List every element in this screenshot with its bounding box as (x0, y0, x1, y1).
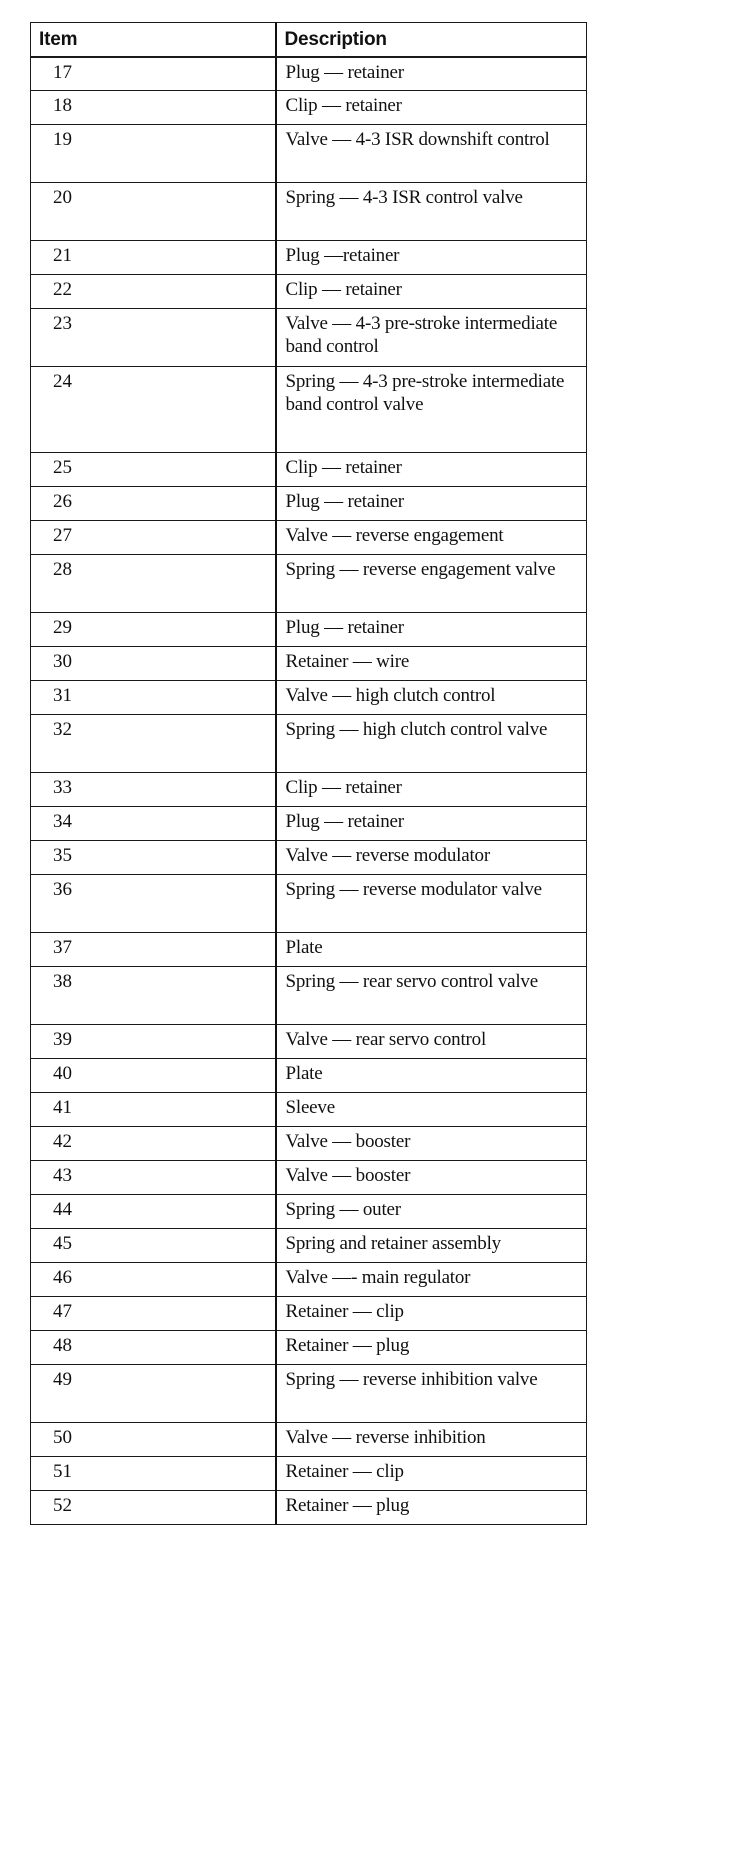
description-cell: Clip — retainer (276, 453, 587, 487)
table-row (31, 453, 587, 487)
description-cell: Spring — rear servo control valve (276, 967, 587, 1025)
table-row (31, 933, 587, 967)
table-row (31, 613, 587, 647)
item-number-cell: 44 (31, 1195, 276, 1229)
item-number-cell: 19 (31, 125, 276, 183)
description-cell: Retainer — plug (276, 1331, 587, 1365)
item-number-cell: 26 (31, 487, 276, 521)
table-row (31, 681, 587, 715)
item-number-cell: 36 (31, 875, 276, 933)
table-row (31, 1127, 587, 1161)
table-row (31, 1331, 587, 1365)
description-cell: Spring and retainer assembly (276, 1229, 587, 1263)
description-cell: Spring — 4-3 ISR control valve (276, 183, 587, 241)
description-cell: Spring — outer (276, 1195, 587, 1229)
table-row (31, 875, 587, 933)
description-cell: Spring — reverse inhibition valve (276, 1365, 587, 1423)
item-number-cell: 37 (31, 933, 276, 967)
table-row (31, 647, 587, 681)
column-header-item: Item (31, 23, 276, 57)
description-cell: Valve — rear servo control (276, 1025, 587, 1059)
table-row (31, 275, 587, 309)
table-row (31, 125, 587, 183)
item-number-cell: 45 (31, 1229, 276, 1263)
item-number-cell: 32 (31, 715, 276, 773)
item-number-cell: 20 (31, 183, 276, 241)
item-number-cell: 49 (31, 1365, 276, 1423)
description-cell: Plug — retainer (276, 807, 587, 841)
item-number-cell: 43 (31, 1161, 276, 1195)
item-number-cell: 30 (31, 647, 276, 681)
table-row (31, 1161, 587, 1195)
description-cell: Spring — 4-3 pre-stroke intermediate band control valve (276, 367, 587, 453)
table-row (31, 1093, 587, 1127)
table-row (31, 715, 587, 773)
parts-table (30, 22, 587, 1525)
description-cell: Spring — reverse modulator valve (276, 875, 587, 933)
description-cell: Sleeve (276, 1093, 587, 1127)
description-cell: Retainer — plug (276, 1491, 587, 1525)
item-number-cell: 42 (31, 1127, 276, 1161)
item-number-cell: 31 (31, 681, 276, 715)
item-number-cell: 17 (31, 57, 276, 91)
table-header-row (31, 23, 587, 57)
description-cell: Valve — reverse engagement (276, 521, 587, 555)
item-number-cell: 35 (31, 841, 276, 875)
description-cell: Spring — high clutch control valve (276, 715, 587, 773)
item-number-cell: 27 (31, 521, 276, 555)
description-cell: Valve — booster (276, 1127, 587, 1161)
item-number-cell: 25 (31, 453, 276, 487)
item-number-cell: 23 (31, 309, 276, 367)
table-row (31, 967, 587, 1025)
item-number-cell: 46 (31, 1263, 276, 1297)
table-row (31, 309, 587, 367)
item-number-cell: 21 (31, 241, 276, 275)
item-number-cell: 39 (31, 1025, 276, 1059)
table-row (31, 1059, 587, 1093)
description-cell: Valve — high clutch control (276, 681, 587, 715)
item-number-cell: 52 (31, 1491, 276, 1525)
table-row (31, 521, 587, 555)
item-number-cell: 47 (31, 1297, 276, 1331)
table-row (31, 1423, 587, 1457)
description-cell: Valve — 4-3 pre-stroke intermediate band control (276, 309, 587, 367)
description-cell: Plug — retainer (276, 613, 587, 647)
description-cell: Valve — booster (276, 1161, 587, 1195)
table-row (31, 1025, 587, 1059)
table-row (31, 1457, 587, 1491)
parts-table-page (30, 22, 586, 1525)
table-row (31, 807, 587, 841)
description-cell: Valve — reverse inhibition (276, 1423, 587, 1457)
table-body (31, 57, 587, 1525)
item-number-cell: 29 (31, 613, 276, 647)
description-cell: Plug —retainer (276, 241, 587, 275)
item-number-cell: 50 (31, 1423, 276, 1457)
item-number-cell: 22 (31, 275, 276, 309)
description-cell: Clip — retainer (276, 773, 587, 807)
item-number-cell: 33 (31, 773, 276, 807)
description-cell: Plug — retainer (276, 57, 587, 91)
description-cell: Valve — 4-3 ISR downshift control (276, 125, 587, 183)
description-cell: Plate (276, 1059, 587, 1093)
item-number-cell: 28 (31, 555, 276, 613)
description-cell: Valve — reverse modulator (276, 841, 587, 875)
description-cell: Plate (276, 933, 587, 967)
table-row (31, 183, 587, 241)
description-cell: Clip — retainer (276, 275, 587, 309)
item-number-cell: 48 (31, 1331, 276, 1365)
table-row (31, 1297, 587, 1331)
item-number-cell: 34 (31, 807, 276, 841)
table-row (31, 555, 587, 613)
description-cell: Plug — retainer (276, 487, 587, 521)
description-cell: Valve —- main regulator (276, 1263, 587, 1297)
table-row (31, 1263, 587, 1297)
table-row (31, 91, 587, 125)
item-number-cell: 40 (31, 1059, 276, 1093)
table-row (31, 1229, 587, 1263)
table-row (31, 1195, 587, 1229)
table-row (31, 487, 587, 521)
table-row (31, 57, 587, 91)
column-header-description: Description (276, 23, 587, 57)
item-number-cell: 41 (31, 1093, 276, 1127)
table-row (31, 1365, 587, 1423)
table-row (31, 1491, 587, 1525)
description-cell: Clip — retainer (276, 91, 587, 125)
item-number-cell: 18 (31, 91, 276, 125)
item-number-cell: 38 (31, 967, 276, 1025)
description-cell: Retainer — clip (276, 1457, 587, 1491)
table-row (31, 773, 587, 807)
description-cell: Spring — reverse engagement valve (276, 555, 587, 613)
item-number-cell: 51 (31, 1457, 276, 1491)
table-row (31, 367, 587, 453)
table-row (31, 241, 587, 275)
table-row (31, 841, 587, 875)
item-number-cell: 24 (31, 367, 276, 453)
description-cell: Retainer — wire (276, 647, 587, 681)
description-cell: Retainer — clip (276, 1297, 587, 1331)
